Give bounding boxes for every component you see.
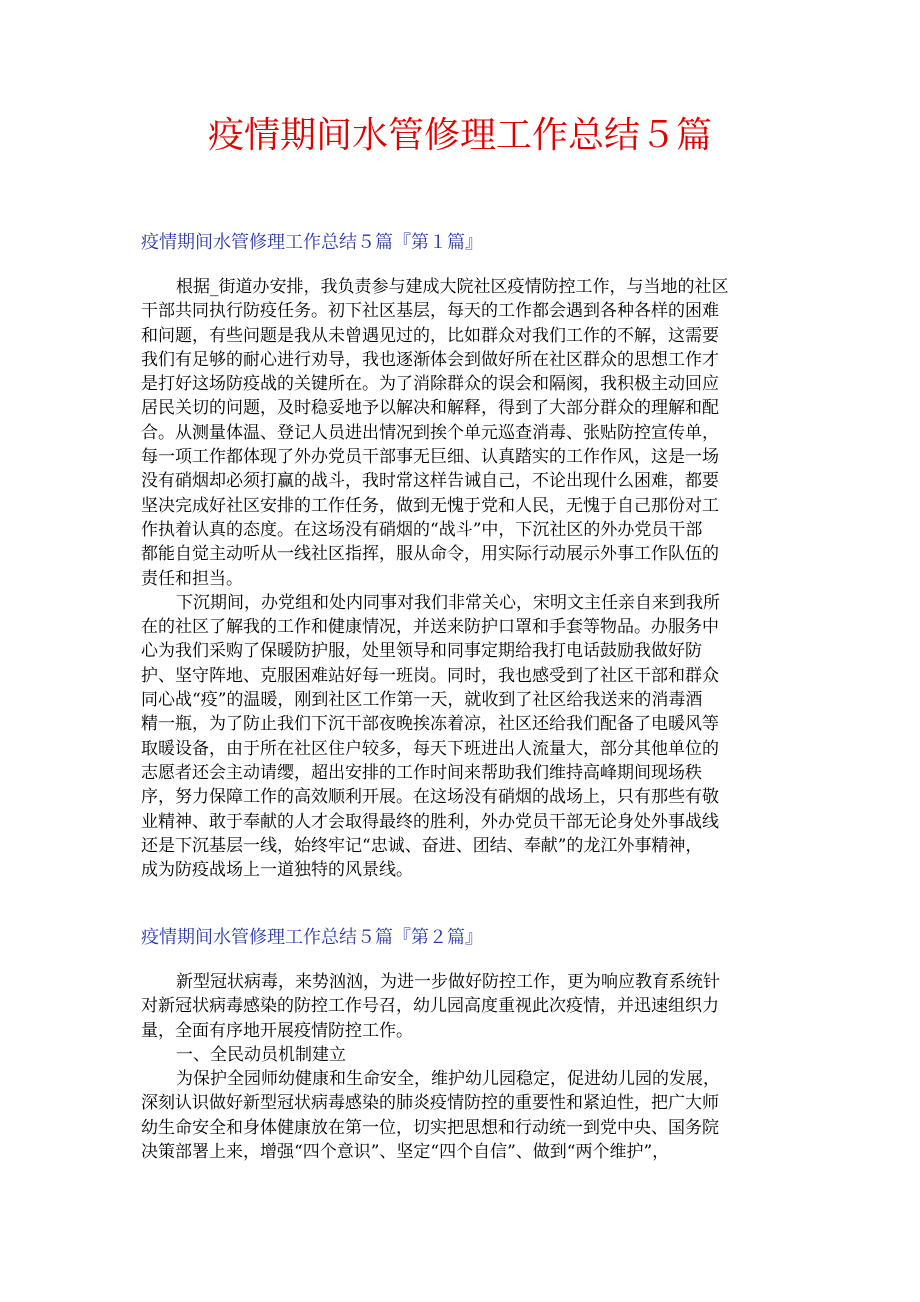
paragraph-line: 对新冠状病毒感染的防控工作号召，幼儿园高度重视此次疫情，并迅速组织力: [141, 996, 719, 1017]
paragraph-line: 合。从测量体温、登记人员进出情况到挨个单元巡查消毒、张贴防控宣传单，: [141, 422, 719, 443]
paragraph-line: 每一项工作都体现了外办党员干部事无巨细、认真踏实的工作作风，这是一场: [141, 447, 719, 468]
paragraph-line: 成为防疫战场上一道独特的风景线。: [141, 860, 413, 881]
paragraph-line: 我们有足够的耐心进行劝导，我也逐渐体会到做好所在社区群众的思想工作才: [141, 349, 719, 370]
paragraph-line: 居民关切的问题，及时稳妥地予以解决和解释，得到了大部分群众的理解和配: [141, 398, 719, 419]
paragraph-line: 是打好这场防疫战的关键所在。为了消除群众的误会和隔阂，我积极主动回应: [141, 374, 719, 395]
paragraph-line: 新型冠状病毒，来势汹汹，为进一步做好防控工作，更为响应教育系统针: [176, 972, 720, 992]
paragraph-line: 序，努力保障工作的高效顺利开展。在这场没有硝烟的战场上，只有那些有敬: [141, 787, 719, 808]
paragraph-line: 量，全面有序地开展疫情防控工作。: [141, 1020, 413, 1041]
paragraph-line: 志愿者还会主动请缨，超出安排的工作时间来帮助我们维持高峰期间现场秩: [141, 762, 702, 783]
paragraph-line: 没有硝烟却必须打赢的战斗，我时常这样告诫自己，不论出现什么困难，都要: [141, 471, 719, 492]
paragraph-line: 幼生命安全和身体健康放在第一位，切实把思想和行动统一到党中央、国务院: [141, 1117, 719, 1138]
section-heading-2: 疫情期间水管修理工作总结５篇『第２篇』: [141, 927, 483, 948]
paragraph-line: 根据_街道办安排，我负责参与建成大院社区疫情防控工作，与当地的社区: [176, 277, 729, 297]
paragraph-line: 干部共同执行防疫任务。初下社区基层，每天的工作都会遇到各种各样的困难: [141, 301, 719, 322]
section-body-2: [141, 970, 781, 1164]
paragraph-line: 为保护全园师幼健康和生命安全，维护幼儿园稳定，促进幼儿园的发展，: [176, 1069, 720, 1090]
paragraph-line: 在的社区了解我的工作和健康情况，并送来防护口罩和手套等物品。办服务中: [141, 617, 719, 638]
paragraph-line: 坚决完成好社区安排的工作任务，做到无愧于党和人民，无愧于自己那份对工: [141, 495, 719, 516]
paragraph-line: 取暖设备，由于所在社区住户较多，每天下班进出人流量大，部分其他单位的: [141, 738, 719, 759]
paragraph-line: 心为我们采购了保暖防护服，处里领导和同事定期给我打电话鼓励我做好防: [141, 641, 702, 662]
paragraph-line: 决策部署上来，增强“四个意识”、坚定“四个自信”、做到“两个维护”，: [141, 1142, 670, 1163]
paragraph-line: 精一瓶，为了防止我们下沉干部夜晚挨冻着凉，社区还给我们配备了电暖风等: [141, 714, 719, 735]
section-body-1: [141, 275, 781, 882]
paragraph-line: 同心战“疫”的温暖，刚到社区工作第一天，就收到了社区给我送来的消毒酒: [141, 690, 703, 711]
paragraph-line: 下沉期间，办党组和处内同事对我们非常关心，宋明文主任亲自来到我所: [176, 592, 720, 613]
paragraph-line: 作执着认真的态度。在这场没有硝烟的“战斗”中，下沉社区的外办党员干部: [141, 519, 703, 540]
paragraph-line: 和问题，有些问题是我从未曾遇见过的，比如群众对我们工作的不解，这需要: [141, 325, 719, 346]
document-title: 疫情期间水管修理工作总结５篇: [207, 115, 712, 156]
paragraph-line: 护、坚守阵地、克服困难站好每一班岗。同时，我也感受到了社区干部和群众: [141, 665, 719, 686]
section-heading-1: 疫情期间水管修理工作总结５篇『第１篇』: [141, 232, 483, 253]
paragraph-line: 深刻认识做好新型冠状病毒感染的肺炎疫情防控的重要性和紧迫性，把广大师: [141, 1093, 719, 1114]
paragraph-line: 都能自觉主动听从一线社区指挥，服从命令，用实际行动展示外事工作队伍的: [141, 544, 719, 565]
paragraph-line: 还是下沉基层一线，始终牢记“忠诚、奋进、团结、奉献”的龙江外事精神，: [141, 835, 703, 856]
paragraph-line: 业精神、敢于奉献的人才会取得最终的胜利，外办党员干部无论身处外事战线: [141, 811, 719, 832]
paragraph-line: 责任和担当。: [141, 568, 243, 589]
paragraph-line: 一、全民动员机制建立: [176, 1044, 346, 1065]
